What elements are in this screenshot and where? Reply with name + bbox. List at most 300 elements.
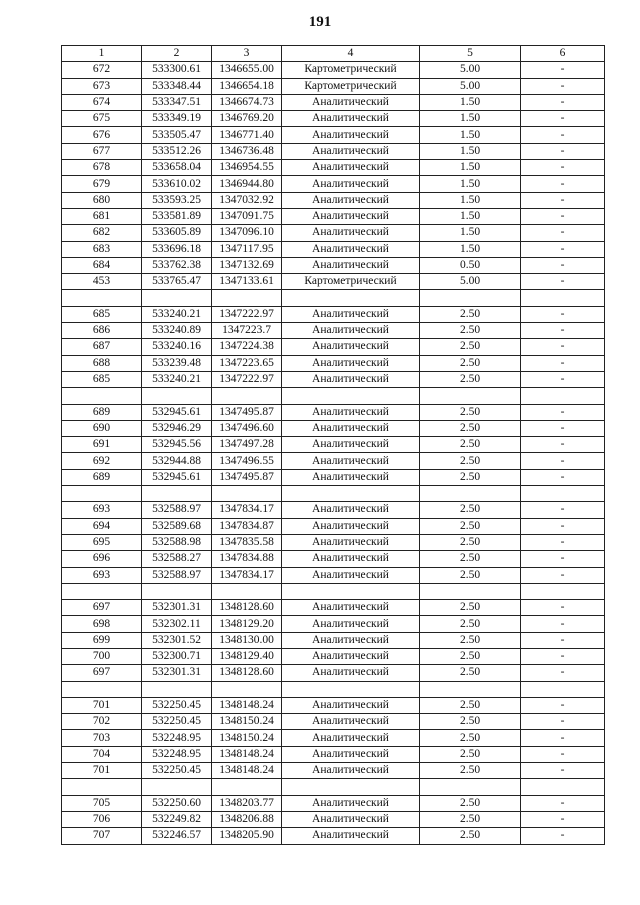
table-cell: - [521, 437, 605, 453]
table-cell: 1.50 [420, 176, 521, 192]
table-cell [62, 486, 142, 502]
table-cell: 676 [62, 127, 142, 143]
table-cell: Картометрический [282, 62, 420, 78]
table-cell: 1347096.10 [212, 225, 282, 241]
table-cell: 1347132.69 [212, 257, 282, 273]
coordinates-table [61, 45, 605, 845]
table-cell [521, 681, 605, 697]
table-row [62, 241, 605, 257]
table-cell: - [521, 371, 605, 387]
table-cell [62, 681, 142, 697]
table-cell: 1348206.88 [212, 811, 282, 827]
table-cell: 532588.97 [142, 502, 212, 518]
table-cell: Аналитический [282, 143, 420, 159]
table-cell [420, 779, 521, 795]
table-cell: 533581.89 [142, 208, 212, 224]
table-cell: Аналитический [282, 811, 420, 827]
table-cell: 1348129.20 [212, 616, 282, 632]
table-cell: Аналитический [282, 192, 420, 208]
table-cell [142, 583, 212, 599]
table-cell: - [521, 111, 605, 127]
table-cell: 1347834.17 [212, 567, 282, 583]
table-cell: - [521, 746, 605, 762]
table-cell [212, 388, 282, 404]
table-cell: 2.50 [420, 828, 521, 844]
table-row [62, 274, 605, 290]
table-cell: 2.50 [420, 469, 521, 485]
table-cell: 2.50 [420, 697, 521, 713]
table-row [62, 94, 605, 110]
table-cell: Картометрический [282, 78, 420, 94]
table-cell: 681 [62, 208, 142, 224]
table-cell: 1346655.00 [212, 62, 282, 78]
table-cell: 533347.51 [142, 94, 212, 110]
table-cell: Аналитический [282, 502, 420, 518]
table-cell: 673 [62, 78, 142, 94]
table-cell: - [521, 404, 605, 420]
table-cell: 532250.45 [142, 714, 212, 730]
table-cell: 1.50 [420, 241, 521, 257]
table-cell: Аналитический [282, 632, 420, 648]
table-cell: - [521, 323, 605, 339]
table-cell: 2.50 [420, 746, 521, 762]
table-cell: 2.50 [420, 306, 521, 322]
table-cell: 1.50 [420, 127, 521, 143]
table-cell: 5.00 [420, 78, 521, 94]
table-row [62, 795, 605, 811]
table-cell: - [521, 143, 605, 159]
table-cell: 1.50 [420, 225, 521, 241]
table-cell: Аналитический [282, 567, 420, 583]
table-cell: 2.50 [420, 420, 521, 436]
table-cell: 1347495.87 [212, 469, 282, 485]
table-cell: 1347133.61 [212, 274, 282, 290]
table-cell: - [521, 192, 605, 208]
table-cell: 1348148.24 [212, 697, 282, 713]
table-cell: 1348150.24 [212, 730, 282, 746]
table-cell: 2.50 [420, 730, 521, 746]
table-cell [62, 388, 142, 404]
table-cell: - [521, 648, 605, 664]
table-cell: 1348128.60 [212, 600, 282, 616]
table-cell: - [521, 567, 605, 583]
table-cell: 5.00 [420, 274, 521, 290]
table-cell: 1346736.48 [212, 143, 282, 159]
table-row [62, 404, 605, 420]
table-cell: 1348130.00 [212, 632, 282, 648]
table-cell [142, 388, 212, 404]
table-cell: 699 [62, 632, 142, 648]
table-cell: Аналитический [282, 176, 420, 192]
table-cell: 533240.16 [142, 339, 212, 355]
table-cell: 533505.47 [142, 127, 212, 143]
table-cell: 1346769.20 [212, 111, 282, 127]
table-cell [420, 486, 521, 502]
table-cell: 689 [62, 404, 142, 420]
table-cell [212, 779, 282, 795]
table-cell: 1.50 [420, 111, 521, 127]
table-cell: 0.50 [420, 257, 521, 273]
table-cell: 691 [62, 437, 142, 453]
table-cell: 2.50 [420, 714, 521, 730]
table-row [62, 534, 605, 550]
table-cell: Аналитический [282, 94, 420, 110]
table-cell: 1347222.97 [212, 371, 282, 387]
table-row [62, 632, 605, 648]
table-body [62, 62, 605, 844]
table-cell: Аналитический [282, 323, 420, 339]
table-row [62, 160, 605, 176]
table-cell: 533696.18 [142, 241, 212, 257]
table-cell: 533349.19 [142, 111, 212, 127]
table-row [62, 600, 605, 616]
table-cell: 1346771.40 [212, 127, 282, 143]
table-cell: 694 [62, 518, 142, 534]
table-row [62, 176, 605, 192]
table-cell: Аналитический [282, 404, 420, 420]
table-cell [62, 779, 142, 795]
table-cell [282, 388, 420, 404]
table-cell [212, 486, 282, 502]
table-cell: 532301.31 [142, 600, 212, 616]
table-cell: 1347032.92 [212, 192, 282, 208]
table-cell: 2.50 [420, 518, 521, 534]
table-row [62, 583, 605, 599]
table-cell [420, 583, 521, 599]
table-cell: 705 [62, 795, 142, 811]
table-row [62, 257, 605, 273]
table-cell: 1347224.38 [212, 339, 282, 355]
table-cell: 1347117.95 [212, 241, 282, 257]
table-cell: 1346954.55 [212, 160, 282, 176]
table-cell: 683 [62, 241, 142, 257]
table-row [62, 746, 605, 762]
table-cell: Аналитический [282, 160, 420, 176]
table-row [62, 371, 605, 387]
table-cell: 680 [62, 192, 142, 208]
table-cell: 532248.95 [142, 746, 212, 762]
table-cell: - [521, 763, 605, 779]
table-header-row [62, 46, 605, 62]
table-row [62, 143, 605, 159]
table-cell: - [521, 551, 605, 567]
table-cell: 2.50 [420, 632, 521, 648]
table-row [62, 763, 605, 779]
table-cell: 2.50 [420, 502, 521, 518]
table-cell: 2.50 [420, 567, 521, 583]
table-cell [142, 290, 212, 306]
table-cell: 706 [62, 811, 142, 827]
table-cell: 1.50 [420, 160, 521, 176]
table-cell: 688 [62, 355, 142, 371]
table-cell [142, 779, 212, 795]
table-cell: 678 [62, 160, 142, 176]
table-cell: 1347834.17 [212, 502, 282, 518]
table-cell: Аналитический [282, 551, 420, 567]
table-row [62, 616, 605, 632]
table-cell: 532589.68 [142, 518, 212, 534]
table-cell: Аналитический [282, 600, 420, 616]
table-cell: 697 [62, 665, 142, 681]
table-cell: - [521, 469, 605, 485]
table-cell: 532246.57 [142, 828, 212, 844]
table-cell: Аналитический [282, 437, 420, 453]
column-header: 1 [62, 46, 142, 62]
table-cell: 2.50 [420, 795, 521, 811]
table-cell: 1347497.28 [212, 437, 282, 453]
table-cell: - [521, 257, 605, 273]
table-cell: 693 [62, 567, 142, 583]
table-cell: 1347091.75 [212, 208, 282, 224]
table-cell: 2.50 [420, 371, 521, 387]
table-cell: 698 [62, 616, 142, 632]
table-cell: 533610.02 [142, 176, 212, 192]
table-cell: 1347496.55 [212, 453, 282, 469]
table-cell: - [521, 355, 605, 371]
table-row [62, 388, 605, 404]
table-cell: - [521, 78, 605, 94]
table-cell: 1346674.73 [212, 94, 282, 110]
table-cell [282, 779, 420, 795]
table-cell: - [521, 730, 605, 746]
table-cell: 686 [62, 323, 142, 339]
table-cell: Картометрический [282, 274, 420, 290]
table-cell: 1.50 [420, 143, 521, 159]
table-cell: 1347835.58 [212, 534, 282, 550]
table-cell: Аналитический [282, 795, 420, 811]
table-cell: 2.50 [420, 551, 521, 567]
table-row [62, 323, 605, 339]
table-cell [420, 290, 521, 306]
table-cell: - [521, 811, 605, 827]
table-cell [282, 486, 420, 502]
table-cell: 532300.71 [142, 648, 212, 664]
table-cell [212, 583, 282, 599]
table-cell: 1348203.77 [212, 795, 282, 811]
table-row [62, 420, 605, 436]
table-cell: 677 [62, 143, 142, 159]
table-cell: Аналитический [282, 697, 420, 713]
table-cell: 1347495.87 [212, 404, 282, 420]
table-cell: 533240.21 [142, 306, 212, 322]
table-cell: Аналитический [282, 616, 420, 632]
table-cell: Аналитический [282, 371, 420, 387]
table-cell: Аналитический [282, 828, 420, 844]
table-cell [212, 681, 282, 697]
table-cell: Аналитический [282, 127, 420, 143]
table-cell: Аналитический [282, 225, 420, 241]
table-cell [420, 388, 521, 404]
table-cell: - [521, 714, 605, 730]
table-cell: 532588.98 [142, 534, 212, 550]
table-cell: 533765.47 [142, 274, 212, 290]
column-header: 3 [212, 46, 282, 62]
table-cell [282, 290, 420, 306]
table-cell: Аналитический [282, 763, 420, 779]
table-cell: - [521, 306, 605, 322]
table-cell: 1347223.7 [212, 323, 282, 339]
table-cell [521, 779, 605, 795]
table-cell: 453 [62, 274, 142, 290]
table-cell: Аналитический [282, 111, 420, 127]
table-cell: Аналитический [282, 665, 420, 681]
table-cell: - [521, 241, 605, 257]
table-cell: 2.50 [420, 534, 521, 550]
table-cell: - [521, 828, 605, 844]
table-cell [142, 486, 212, 502]
table-cell: 533512.26 [142, 143, 212, 159]
table-cell: Аналитический [282, 420, 420, 436]
table-cell: - [521, 127, 605, 143]
table-row [62, 192, 605, 208]
table-row [62, 339, 605, 355]
table-cell: 701 [62, 697, 142, 713]
table-row [62, 208, 605, 224]
table-row [62, 730, 605, 746]
table-cell: 679 [62, 176, 142, 192]
table-cell: 675 [62, 111, 142, 127]
table-cell: - [521, 453, 605, 469]
table-cell: 533605.89 [142, 225, 212, 241]
column-header: 5 [420, 46, 521, 62]
table-cell: 532250.45 [142, 763, 212, 779]
table-cell: - [521, 616, 605, 632]
table-row [62, 518, 605, 534]
table-cell: 2.50 [420, 404, 521, 420]
table-cell [282, 583, 420, 599]
table-cell: - [521, 94, 605, 110]
table-cell: Аналитический [282, 257, 420, 273]
table-cell: 532946.29 [142, 420, 212, 436]
table-cell [62, 583, 142, 599]
table-row [62, 290, 605, 306]
table-cell: - [521, 795, 605, 811]
table-cell: Аналитический [282, 469, 420, 485]
table-cell: 696 [62, 551, 142, 567]
table-cell: 2.50 [420, 665, 521, 681]
table-cell: 533300.61 [142, 62, 212, 78]
table-cell: 697 [62, 600, 142, 616]
table-cell [521, 290, 605, 306]
table-cell [521, 583, 605, 599]
table-cell: 2.50 [420, 323, 521, 339]
table-cell: 1348148.24 [212, 746, 282, 762]
table-cell: 532248.95 [142, 730, 212, 746]
table-cell: - [521, 502, 605, 518]
table-cell [62, 290, 142, 306]
table-cell: 687 [62, 339, 142, 355]
table-cell: 533593.25 [142, 192, 212, 208]
table-cell: 532301.52 [142, 632, 212, 648]
table-cell: 532945.56 [142, 437, 212, 453]
table-cell: 674 [62, 94, 142, 110]
table-row [62, 437, 605, 453]
table-cell: 532250.45 [142, 697, 212, 713]
table-cell: 533348.44 [142, 78, 212, 94]
table-cell: Аналитический [282, 714, 420, 730]
table-row [62, 453, 605, 469]
table-row [62, 665, 605, 681]
table-cell: - [521, 518, 605, 534]
table-cell: 533240.21 [142, 371, 212, 387]
table-row [62, 502, 605, 518]
table-cell: Аналитический [282, 730, 420, 746]
table-cell: 532588.27 [142, 551, 212, 567]
table-cell: 1348150.24 [212, 714, 282, 730]
table-cell: 1348128.60 [212, 665, 282, 681]
table-cell: Аналитический [282, 534, 420, 550]
table-cell: - [521, 176, 605, 192]
table-row [62, 127, 605, 143]
table-cell: 1346654.18 [212, 78, 282, 94]
table-cell: - [521, 665, 605, 681]
table-cell: Аналитический [282, 241, 420, 257]
table-cell: 693 [62, 502, 142, 518]
table-cell: 1.50 [420, 94, 521, 110]
table-row [62, 714, 605, 730]
table-cell [521, 486, 605, 502]
page-number: 191 [308, 14, 332, 30]
table-cell: 533240.89 [142, 323, 212, 339]
table-cell: 1348205.90 [212, 828, 282, 844]
table-cell: 1346944.80 [212, 176, 282, 192]
table-cell: 5.00 [420, 62, 521, 78]
table-cell: 2.50 [420, 600, 521, 616]
table-cell: 685 [62, 306, 142, 322]
table-cell: 1.50 [420, 192, 521, 208]
table-cell: - [521, 208, 605, 224]
table-row [62, 62, 605, 78]
table-cell: 692 [62, 453, 142, 469]
table-row [62, 648, 605, 664]
table-cell [420, 681, 521, 697]
table-cell: 689 [62, 469, 142, 485]
table-cell: 2.50 [420, 355, 521, 371]
table-row [62, 779, 605, 795]
table-cell: 2.50 [420, 616, 521, 632]
table-row [62, 486, 605, 502]
table-cell: 1347834.87 [212, 518, 282, 534]
table-cell: 532945.61 [142, 404, 212, 420]
table-row [62, 111, 605, 127]
table-row [62, 811, 605, 827]
table-cell: 672 [62, 62, 142, 78]
table-row [62, 828, 605, 844]
table-cell: 1347496.60 [212, 420, 282, 436]
table-cell: 690 [62, 420, 142, 436]
table-row [62, 225, 605, 241]
table-cell: 1347222.97 [212, 306, 282, 322]
table-cell: - [521, 339, 605, 355]
table-cell: 701 [62, 763, 142, 779]
table-cell: - [521, 160, 605, 176]
table-cell: Аналитический [282, 208, 420, 224]
table-cell: 1348129.40 [212, 648, 282, 664]
table-cell: - [521, 600, 605, 616]
table-row [62, 567, 605, 583]
table-cell: 704 [62, 746, 142, 762]
table-cell: 682 [62, 225, 142, 241]
table-cell: - [521, 697, 605, 713]
table-cell: 532250.60 [142, 795, 212, 811]
table-cell: 532301.31 [142, 665, 212, 681]
table-cell: 532249.82 [142, 811, 212, 827]
table-cell [142, 681, 212, 697]
table-cell: - [521, 225, 605, 241]
table-cell [282, 681, 420, 697]
table-row [62, 551, 605, 567]
table-cell: 707 [62, 828, 142, 844]
